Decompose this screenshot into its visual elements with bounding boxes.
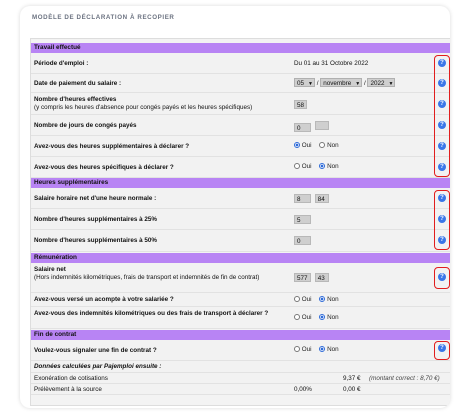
help-icon[interactable]: ? — [438, 163, 446, 171]
section-fin-de-contrat: Fin de contrat — [31, 330, 450, 340]
date-paiement-fields — [294, 78, 395, 87]
prelevement-rate: 0,00% — [294, 386, 312, 393]
highlight-box-salaire-net — [434, 267, 450, 289]
hs25-label: Nombre d'heures supplémentaires à 25% — [34, 216, 157, 223]
hs25-field — [294, 215, 311, 224]
row-acompte — [31, 293, 450, 307]
conges-label: Nombre de jours de congés payés — [34, 122, 137, 129]
salaire-net-field — [294, 273, 329, 282]
row-periode — [31, 53, 450, 74]
year-value: 2022 — [370, 80, 385, 87]
hs50-label: Nombre d'heures supplémentaires à 50% — [34, 237, 157, 244]
year-select[interactable] — [367, 78, 395, 87]
hs-declarer-radios — [294, 142, 345, 149]
chevron-down-icon: ▼ — [308, 81, 313, 87]
row-exoneration — [31, 373, 450, 384]
declaration-form — [30, 38, 450, 406]
radio-oui[interactable] — [294, 346, 300, 352]
radio-oui[interactable] — [294, 314, 300, 320]
salaire-net-dec-input[interactable]: 43 — [315, 273, 329, 282]
row-prelevement — [31, 384, 450, 395]
heures-label-main: Nombre d'heures effectives — [34, 96, 117, 103]
day-select[interactable] — [294, 78, 315, 87]
row-hspec-declarer — [31, 157, 450, 178]
month-select[interactable] — [320, 78, 362, 87]
radio-oui-label: Oui — [301, 142, 312, 149]
row-hs25 — [31, 209, 450, 230]
salaire-net-label-sub: (Hors indemnités kilométriques, frais de transport et indemnités de fin de contrat) — [34, 274, 260, 281]
periode-label: Période d'emploi : — [34, 60, 89, 67]
card-title: MODÈLE DE DÉCLARATION À RECOPIER — [32, 14, 175, 21]
date-separator: / — [363, 80, 366, 87]
radio-non-label: Non — [327, 296, 339, 303]
radio-oui-label: Oui — [301, 314, 312, 321]
salaire-net-label-main: Salaire net — [34, 266, 66, 273]
help-icon[interactable]: ? — [438, 236, 446, 244]
prelevement-amount: 0,00 € — [343, 386, 361, 393]
row-salaire-net — [31, 263, 450, 293]
row-indemnites — [31, 307, 450, 329]
radio-non-label: Non — [327, 163, 339, 170]
section-remuneration: Rémunération — [31, 253, 450, 263]
calc-title: Données calculées par Pajemploi ensuite : — [34, 363, 162, 370]
help-icon[interactable]: ? — [438, 79, 446, 87]
hs50-field — [294, 236, 311, 245]
radio-non-label: Non — [327, 346, 339, 353]
day-value: 05 — [297, 80, 305, 87]
conges-int-input[interactable]: 0 — [294, 123, 311, 132]
radio-non-selected[interactable] — [319, 346, 325, 352]
radio-non-label: Non — [327, 314, 339, 321]
month-value: novembre — [323, 80, 352, 87]
prelevement-label: Prélèvement à la source — [34, 386, 102, 393]
heures-field — [294, 100, 307, 109]
radio-non-selected[interactable] — [319, 314, 325, 320]
acompte-label: Avez-vous versé un acompte à votre salariée ? — [34, 296, 174, 303]
hspec-declarer-label: Avez-vous des heures spécifiques à déclarer ? — [34, 164, 174, 171]
heures-label-sub: (y compris les heures d'absence pour congés payés et les heures spécifiques) — [34, 104, 253, 111]
acompte-radios — [294, 296, 345, 303]
section-travail-effectue: Travail effectué — [31, 43, 450, 53]
radio-non-selected[interactable] — [319, 163, 325, 169]
periode-value: Du 01 au 31 Octobre 2022 — [294, 60, 369, 67]
row-hs50 — [31, 230, 450, 252]
radio-oui[interactable] — [294, 163, 300, 169]
help-icon[interactable]: ? — [438, 142, 446, 150]
radio-oui-label: Oui — [301, 296, 312, 303]
exoneration-label: Exonération de cotisations — [34, 375, 108, 382]
help-icon[interactable]: ? — [438, 121, 446, 129]
salaire-horaire-field — [294, 194, 329, 203]
section-heures-supplementaires: Heures supplémentaires — [31, 178, 450, 188]
help-icon[interactable]: ? — [438, 59, 446, 67]
salaire-net-label — [34, 266, 284, 282]
hs-declarer-label: Avez-vous des heures supplémentaires à déclarer ? — [34, 143, 190, 150]
fin-contrat-radios — [294, 346, 345, 353]
help-icon[interactable]: ? — [438, 273, 446, 281]
chevron-down-icon: ▼ — [355, 81, 361, 87]
salaire-horaire-label: Salaire horaire net d'une heure normale : — [34, 195, 157, 202]
radio-oui-label: Oui — [301, 346, 312, 353]
fin-contrat-label: Voulez-vous signaler une fin de contrat ? — [34, 347, 157, 354]
conges-field — [294, 121, 329, 132]
exoneration-value: 9,37 € — [343, 375, 361, 382]
radio-non-label: Non — [327, 142, 339, 149]
hs25-input[interactable]: 5 — [294, 215, 311, 224]
date-separator: / — [316, 80, 319, 87]
salaire-horaire-int-input[interactable]: 8 — [294, 194, 311, 203]
highlight-box-travail — [434, 55, 450, 177]
chevron-down-icon: ▼ — [388, 81, 394, 87]
help-icon[interactable]: ? — [438, 100, 446, 108]
row-heures-effectives — [31, 93, 450, 115]
hs50-input[interactable]: 0 — [294, 236, 311, 245]
heures-label — [34, 96, 252, 112]
indemnites-radios — [294, 314, 345, 321]
exoneration-note: (montant correct : 8,70 €) — [369, 375, 440, 382]
highlight-box-fin-contrat — [434, 341, 450, 360]
radio-oui-selected[interactable] — [294, 142, 300, 148]
row-hs-declarer — [31, 136, 450, 157]
row-conges — [31, 115, 450, 136]
conges-dec-input[interactable] — [315, 121, 329, 130]
help-icon[interactable]: ? — [438, 344, 446, 352]
radio-non-selected[interactable] — [319, 296, 325, 302]
highlight-box-heures-sup — [434, 190, 450, 250]
radio-oui[interactable] — [294, 296, 300, 302]
radio-oui-label: Oui — [301, 163, 312, 170]
row-fin-contrat — [31, 340, 450, 361]
help-icon[interactable]: ? — [438, 215, 446, 223]
row-calc-title — [31, 361, 450, 373]
radio-non[interactable] — [319, 142, 325, 148]
salaire-net-int-input[interactable]: 577 — [294, 273, 311, 282]
help-icon[interactable]: ? — [438, 194, 446, 202]
declaration-card — [20, 6, 450, 408]
row-salaire-horaire — [31, 188, 450, 209]
salaire-horaire-dec-input[interactable]: 84 — [315, 194, 329, 203]
row-date-paiement — [31, 74, 450, 93]
hspec-declarer-radios — [294, 163, 345, 170]
heures-input[interactable]: 58 — [294, 100, 307, 109]
date-paiement-label: Date de paiement du salaire : — [34, 80, 122, 87]
indemnites-label: Avez-vous des indemnités kilométriques ou des frais de transport à déclarer ? — [34, 310, 269, 317]
